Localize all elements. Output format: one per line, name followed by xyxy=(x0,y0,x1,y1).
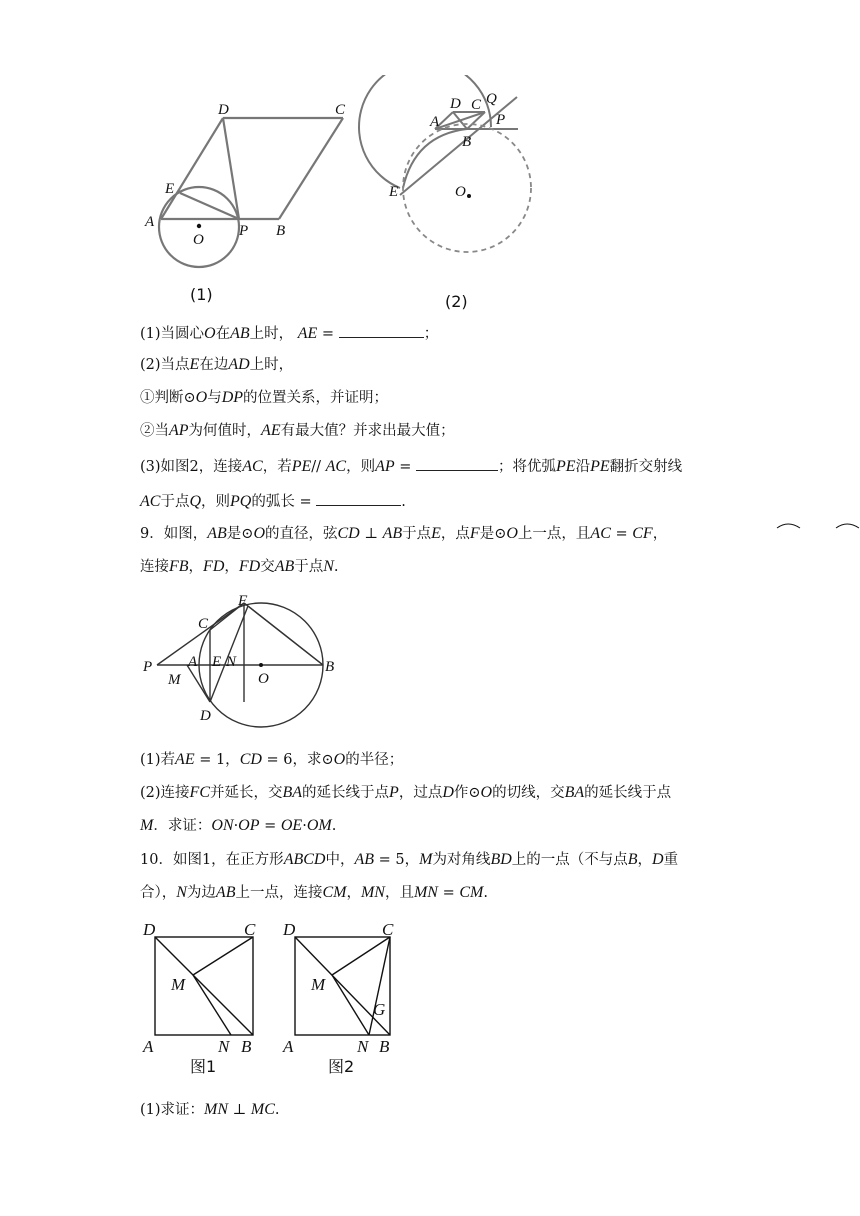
fig2-label-O: O xyxy=(455,184,466,200)
q9-label-N: N xyxy=(226,654,237,670)
fig1-label-B: B xyxy=(276,223,286,239)
q10-figure-2 xyxy=(280,915,410,1080)
q9-figure xyxy=(140,590,345,730)
fig1-label-P: P xyxy=(239,223,249,239)
q10-stem: 10．如图1，在正方形ABCD中，AB = 5，M为对角线BD上的一点（不与点B，D重 xyxy=(140,851,679,868)
fig1-label-A: A xyxy=(145,214,155,230)
q10-figure-1 xyxy=(140,915,270,1080)
q9-stem-2: 连接FB，FD，FD交AB于点N. xyxy=(140,558,339,575)
q10-f2-label-D: D xyxy=(283,920,296,939)
answer-blank[interactable] xyxy=(316,490,401,506)
q9-label-C: C xyxy=(198,616,209,632)
arc-marks xyxy=(774,519,860,529)
q8-part2: (2)当点E在边AD上时， xyxy=(140,356,294,373)
fig2-label-Q: Q xyxy=(486,91,497,107)
fig2-label-B: B xyxy=(462,134,472,150)
q10-f2-label-M: M xyxy=(311,975,326,994)
answer-blank[interactable] xyxy=(416,455,498,471)
fig1-label-E: E xyxy=(165,181,175,197)
fig1-caption: (1) xyxy=(190,285,213,304)
fig2-label-C: C xyxy=(471,97,482,113)
fig2-label-P: P xyxy=(496,112,506,128)
q8-part3b: AC于点Q，则PQ的弧长 = . xyxy=(140,490,406,512)
q10-f2-label-A: A xyxy=(283,1037,294,1056)
fig1-label-O: O xyxy=(193,232,204,248)
q10-f1-label-A: A xyxy=(143,1037,154,1056)
q10-f2-label-B: B xyxy=(379,1037,390,1056)
q9-label-M: M xyxy=(168,672,181,688)
q9-label-O: O xyxy=(258,671,269,687)
answer-blank[interactable] xyxy=(339,322,424,338)
q10-f1-caption: 图1 xyxy=(190,1057,217,1076)
q8-part2b: ②当AP为何值时，AE有最大值？并求出最大值； xyxy=(140,422,455,439)
fig2-label-D: D xyxy=(450,96,461,112)
q10-f2-label-C: C xyxy=(382,920,394,939)
q10-f2-caption: 图2 xyxy=(328,1057,355,1076)
fig2-label-E: E xyxy=(389,184,399,200)
fig2-label-A: A xyxy=(430,114,440,130)
q9-stem: 9．如图，AB是⊙O的直径，弦CD ⊥ AB于点E，点F是⊙O上一点，且AC = CF， xyxy=(140,524,667,544)
q10-f2-label-N: N xyxy=(357,1037,369,1056)
q8-part2a: ①判断⊙O与DP的位置关系，并证明； xyxy=(140,389,389,406)
q10-f1-label-B: B xyxy=(241,1037,252,1056)
q10-f1-label-C: C xyxy=(244,920,256,939)
q9-label-E: E xyxy=(212,654,222,670)
q10-part1: (1)求证：MN ⊥ MC. xyxy=(140,1101,280,1118)
q9-part2: (2)连接FC并延长，交BA的延长线于点P，过点D作⊙O的切线，交BA的延长线于点 xyxy=(140,784,672,801)
fig1-label-D: D xyxy=(218,102,229,118)
q10-stem-2: 合），N为边AB上一点，连接CM，MN，且MN = CM. xyxy=(140,884,488,901)
figure-1 xyxy=(135,95,365,310)
q10-f1-label-D: D xyxy=(143,920,156,939)
fig2-caption: (2) xyxy=(445,292,468,311)
q8-part3: (3)如图2，连接AC，若PE// AC，则AP = ；将优弧PE沿PE翻折交射线 xyxy=(140,455,682,477)
q10-f1-label-M: M xyxy=(171,975,186,994)
q9-label-B: B xyxy=(325,659,335,675)
q10-f1-label-N: N xyxy=(218,1037,230,1056)
q10-f2-label-G: G xyxy=(373,1000,386,1019)
q8-part1: (1)当圆心O在AB上时， AE = ； xyxy=(140,322,438,344)
q9-label-D: D xyxy=(200,708,211,724)
fig1-label-C: C xyxy=(335,102,346,118)
q9-label-P: P xyxy=(143,659,153,675)
q9-part2-cont: M．求证：ON·OP = OE·OM. xyxy=(140,817,337,834)
q9-part1: (1)若AE = 1，CD = 6，求⊙O的半径； xyxy=(140,751,404,768)
q9-label-A: A xyxy=(188,654,198,670)
q9-label-F: F xyxy=(238,593,248,609)
figure-2 xyxy=(355,75,535,315)
